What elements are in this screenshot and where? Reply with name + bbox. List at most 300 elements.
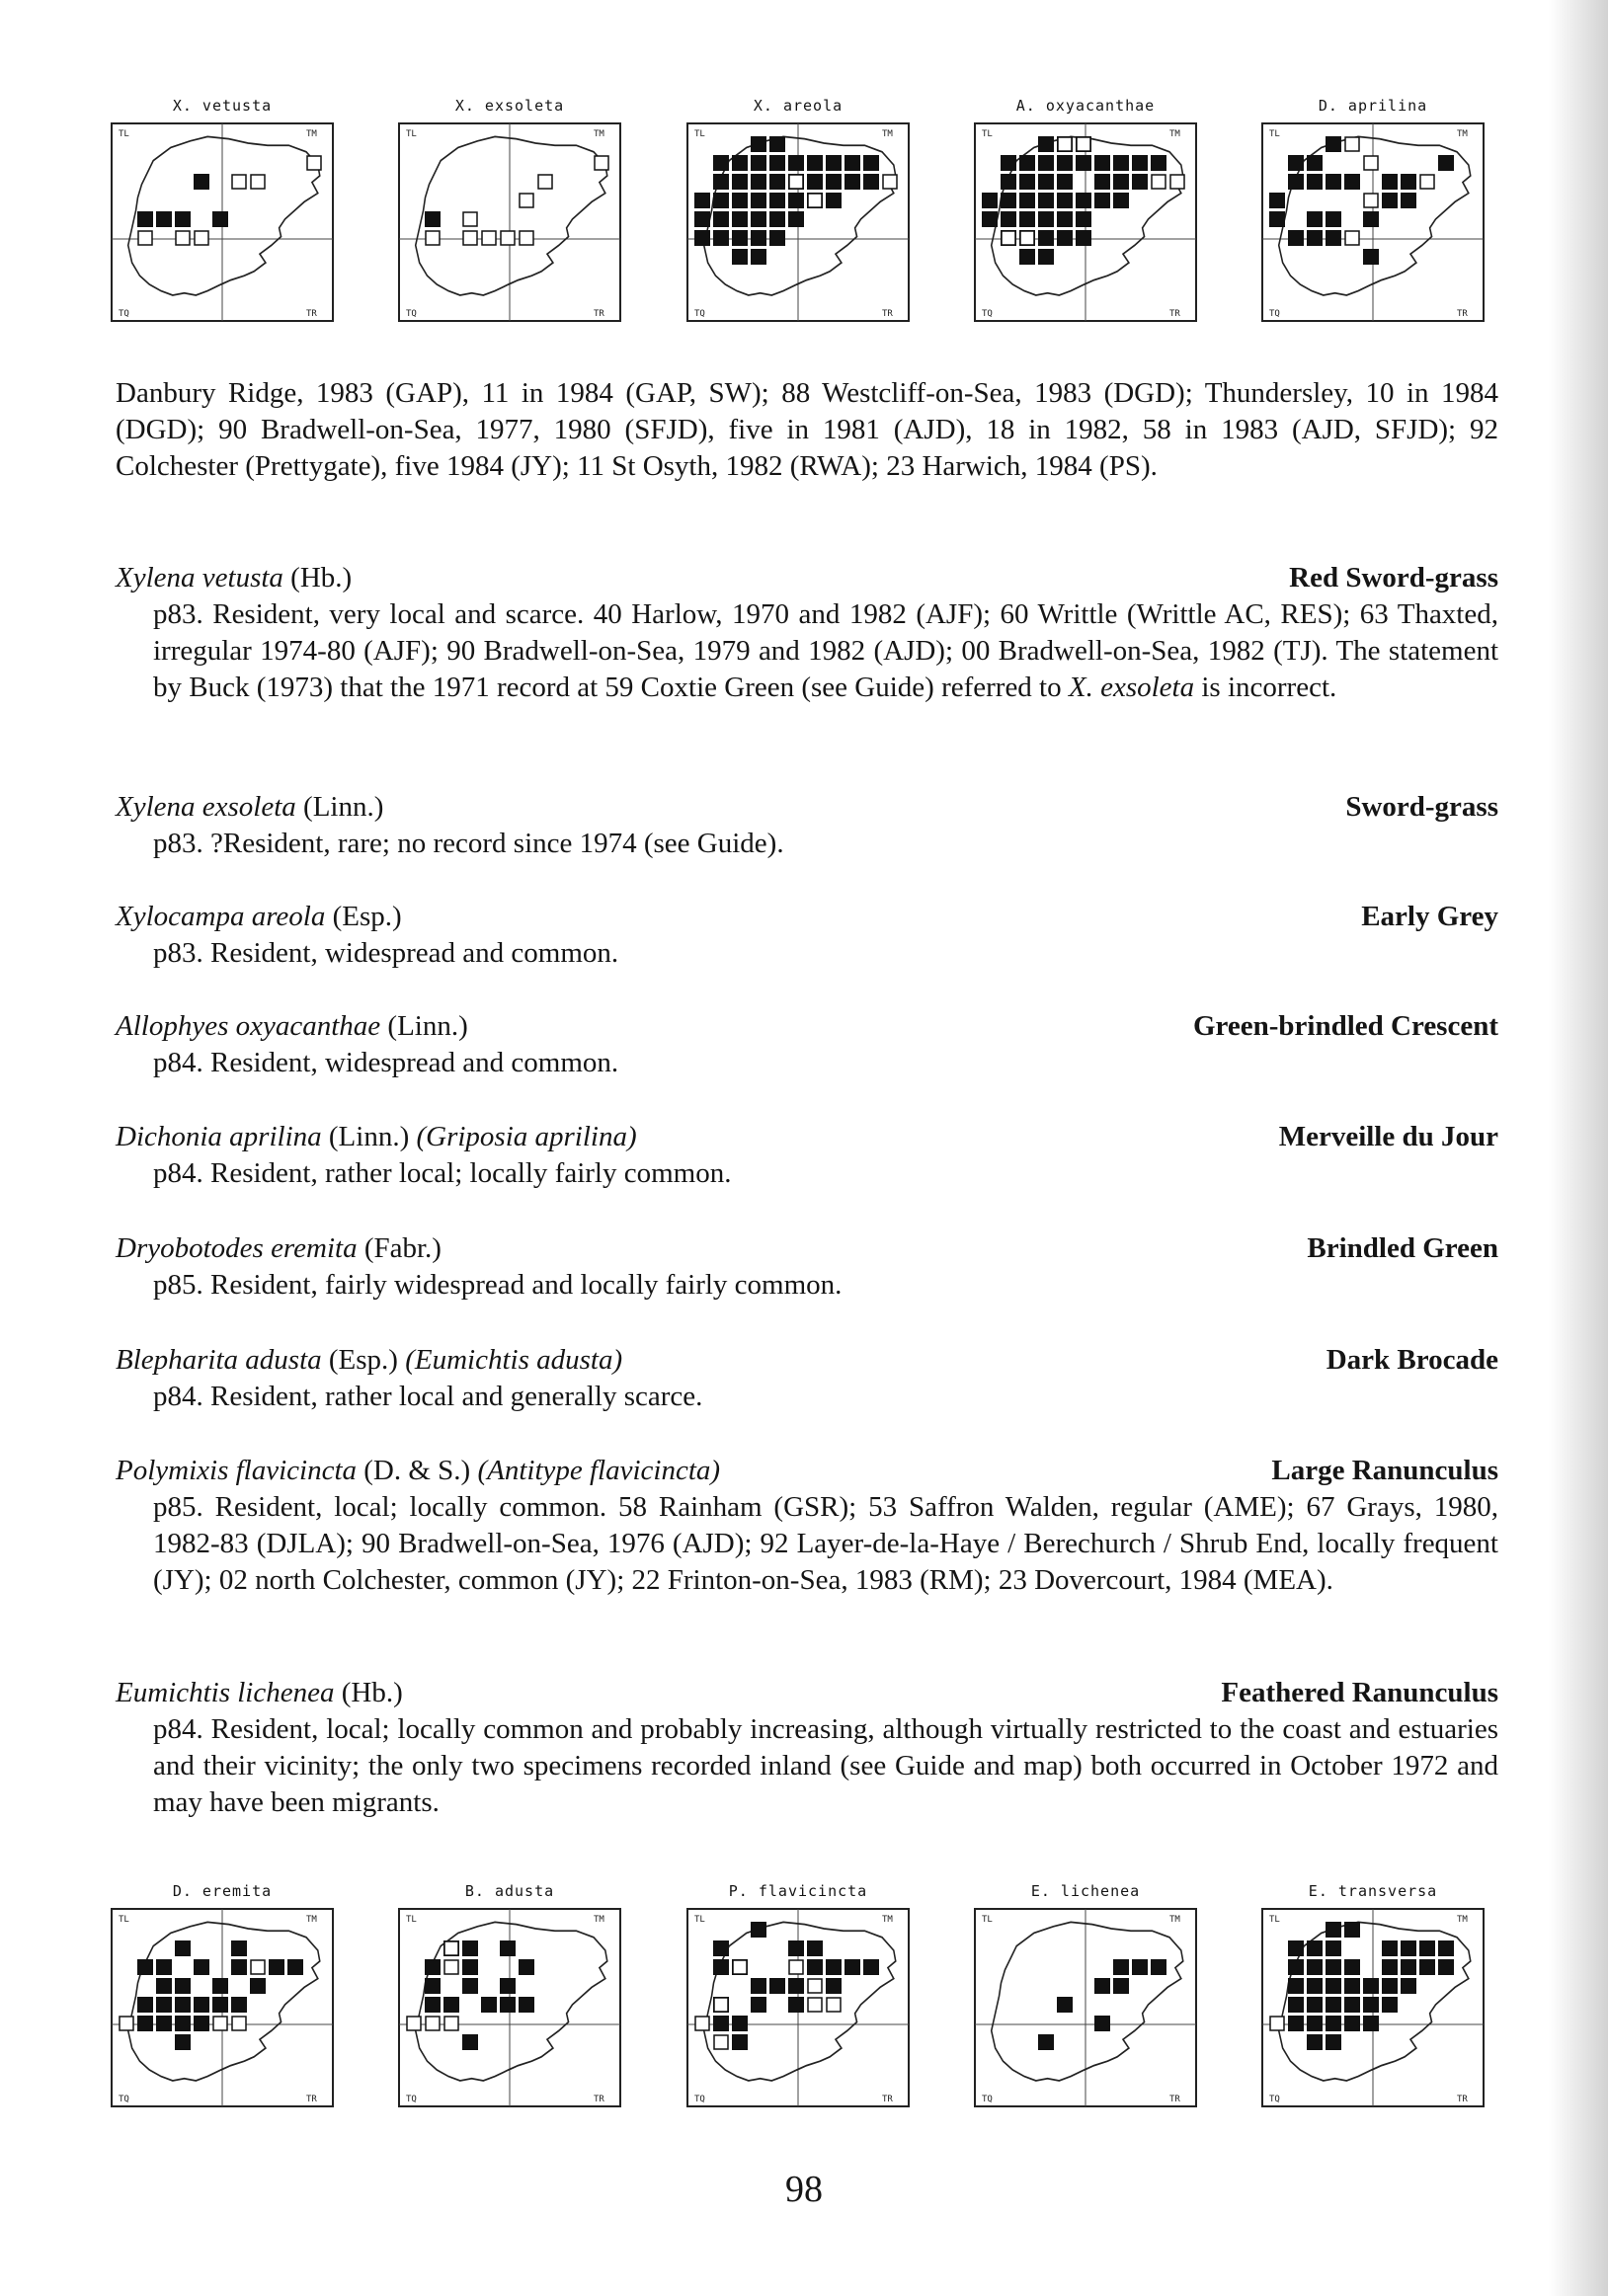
distribution-map bbox=[974, 97, 1197, 324]
record-square-filled bbox=[1307, 230, 1323, 246]
record-square-filled bbox=[1076, 211, 1091, 227]
map-corner-label: TL bbox=[1269, 1915, 1280, 1925]
record-square-filled bbox=[1113, 155, 1129, 171]
entry-heading bbox=[116, 1008, 1498, 1045]
common-name: Merveille du Jour bbox=[1278, 1121, 1498, 1152]
species-entry bbox=[116, 1008, 1498, 1081]
distribution-maps-bottom bbox=[111, 1882, 1501, 2109]
record-square-filled bbox=[1307, 174, 1323, 190]
scientific-name: Xylena vetusta bbox=[116, 562, 283, 594]
record-square-open bbox=[444, 2017, 458, 2030]
map-corner-label: TQ bbox=[694, 309, 705, 319]
record-square-open bbox=[520, 231, 533, 245]
record-square-open bbox=[1002, 231, 1015, 245]
continued-records-paragraph bbox=[116, 375, 1498, 485]
record-square-filled bbox=[269, 1959, 284, 1975]
record-square-filled bbox=[751, 1997, 766, 2013]
record-square-filled bbox=[1288, 155, 1304, 171]
distribution-map bbox=[398, 97, 621, 324]
map-title: D. eremita bbox=[172, 1882, 273, 1900]
record-square-filled bbox=[732, 174, 748, 190]
author-citation: (Hb.) bbox=[334, 1677, 403, 1708]
record-square-open bbox=[463, 212, 477, 226]
map-corner-label: TL bbox=[406, 129, 417, 139]
record-square-filled bbox=[1094, 155, 1110, 171]
record-square-open bbox=[213, 2017, 227, 2030]
distribution-map bbox=[1261, 97, 1485, 324]
author-citation: (Hb.) bbox=[282, 562, 353, 594]
record-square-filled bbox=[1113, 174, 1129, 190]
record-square-filled bbox=[1344, 1922, 1360, 1938]
record-square-filled bbox=[1382, 1940, 1398, 1956]
record-square-open bbox=[1058, 137, 1072, 151]
map-corner-label: TM bbox=[1457, 129, 1468, 139]
distribution-map bbox=[974, 1882, 1197, 2109]
entry-text: p85. Resident, fairly widespread and locally fairly common. bbox=[153, 1269, 843, 1301]
record-square-open bbox=[520, 194, 533, 207]
map-graphic bbox=[1261, 122, 1485, 322]
record-square-open bbox=[426, 231, 440, 245]
record-square-filled bbox=[1344, 174, 1360, 190]
map-graphic bbox=[398, 1908, 621, 2107]
entry-text: p84. Resident, rather local; locally fairly common. bbox=[153, 1157, 732, 1189]
record-square-filled bbox=[156, 1978, 172, 1994]
record-square-filled bbox=[713, 193, 729, 208]
record-square-filled bbox=[751, 136, 766, 152]
record-square-filled bbox=[1269, 193, 1285, 208]
record-square-open bbox=[482, 231, 496, 245]
record-square-filled bbox=[713, 1959, 729, 1975]
record-square-open bbox=[1364, 156, 1378, 170]
record-square-filled bbox=[732, 193, 748, 208]
record-square-open bbox=[501, 231, 515, 245]
map-corner-label: TM bbox=[882, 129, 893, 139]
map-corner-label: TQ bbox=[694, 2095, 705, 2104]
record-square-filled bbox=[1076, 155, 1091, 171]
map-corner-label: TQ bbox=[982, 309, 993, 319]
distribution-map bbox=[686, 1882, 910, 2109]
entry-heading bbox=[116, 1119, 1498, 1155]
record-square-filled bbox=[751, 1978, 766, 1994]
entry-text: p83. ?Resident, rare; no record since 1974 (see Guide). bbox=[153, 828, 784, 859]
map-corner-label: TL bbox=[694, 129, 705, 139]
map-corner-label: TM bbox=[882, 1915, 893, 1925]
record-square-open bbox=[307, 156, 321, 170]
record-square-open bbox=[176, 231, 190, 245]
map-graphic bbox=[111, 1908, 334, 2107]
record-square-open bbox=[714, 1998, 728, 2012]
species-entry bbox=[116, 1342, 1498, 1415]
distribution-map bbox=[686, 97, 910, 324]
record-square-filled bbox=[1132, 155, 1148, 171]
record-square-filled bbox=[1038, 193, 1054, 208]
map-corner-label: TQ bbox=[406, 2095, 417, 2104]
record-square-filled bbox=[212, 211, 228, 227]
record-square-filled bbox=[1307, 155, 1323, 171]
record-square-filled bbox=[137, 2016, 153, 2031]
entry-heading bbox=[116, 1342, 1498, 1379]
common-name: Feathered Ranunculus bbox=[1221, 1677, 1498, 1708]
record-square-filled bbox=[1401, 174, 1416, 190]
map-corner-label: TQ bbox=[1269, 309, 1280, 319]
record-square-filled bbox=[1019, 249, 1035, 265]
record-square-filled bbox=[1113, 1959, 1129, 1975]
entry-text-tail: is incorrect. bbox=[1194, 672, 1337, 703]
common-name: Brindled Green bbox=[1307, 1232, 1498, 1264]
record-square-open bbox=[808, 194, 822, 207]
author-citation: (Esp.) bbox=[321, 1344, 406, 1376]
record-square-filled bbox=[769, 211, 785, 227]
record-square-open bbox=[232, 175, 246, 189]
record-square-open bbox=[789, 175, 803, 189]
record-square-filled bbox=[1307, 2034, 1323, 2050]
record-square-filled bbox=[194, 1959, 209, 1975]
author-citation: (Linn.) bbox=[321, 1121, 417, 1152]
map-graphic bbox=[974, 122, 1197, 322]
entry-text: p83. Resident, widespread and common. bbox=[153, 937, 619, 969]
map-corner-label: TM bbox=[594, 129, 604, 139]
map-corner-label: TM bbox=[1169, 129, 1180, 139]
map-graphic bbox=[974, 1908, 1197, 2107]
author-citation: (Esp.) bbox=[325, 901, 402, 932]
record-square-filled bbox=[826, 155, 842, 171]
record-square-filled bbox=[462, 1978, 478, 1994]
common-name: Red Sword-grass bbox=[1289, 562, 1498, 594]
record-square-filled bbox=[443, 1997, 459, 2013]
entry-heading bbox=[116, 560, 1498, 596]
record-square-open bbox=[1345, 137, 1359, 151]
scientific-name: Xylocampa areola bbox=[116, 901, 326, 932]
record-square-filled bbox=[1094, 174, 1110, 190]
species-entry bbox=[116, 899, 1498, 972]
record-square-filled bbox=[231, 1940, 247, 1956]
record-square-filled bbox=[788, 1997, 804, 2013]
record-square-filled bbox=[175, 1997, 191, 2013]
record-square-open bbox=[1364, 194, 1378, 207]
record-square-filled bbox=[462, 1959, 478, 1975]
record-square-filled bbox=[1419, 1940, 1435, 1956]
record-square-filled bbox=[713, 2016, 729, 2031]
map-corner-label: TR bbox=[1169, 309, 1180, 319]
record-square-filled bbox=[769, 193, 785, 208]
record-square-filled bbox=[1438, 1940, 1454, 1956]
record-square-filled bbox=[1363, 211, 1379, 227]
record-square-filled bbox=[194, 174, 209, 190]
record-square-filled bbox=[1419, 1959, 1435, 1975]
record-square-filled bbox=[1019, 211, 1035, 227]
author-citation: (Linn.) bbox=[380, 1010, 468, 1042]
map-corner-label: TM bbox=[306, 129, 317, 139]
record-square-open bbox=[695, 2017, 709, 2030]
map-corner-label: TQ bbox=[406, 309, 417, 319]
record-square-filled bbox=[1132, 1959, 1148, 1975]
record-square-filled bbox=[194, 2016, 209, 2031]
record-square-filled bbox=[1307, 1940, 1323, 1956]
record-square-filled bbox=[1326, 211, 1341, 227]
record-square-filled bbox=[751, 174, 766, 190]
record-square-filled bbox=[519, 1997, 534, 2013]
record-square-filled bbox=[156, 1997, 172, 2013]
species-entry bbox=[116, 1230, 1498, 1304]
record-square-filled bbox=[751, 249, 766, 265]
record-square-filled bbox=[481, 1997, 497, 2013]
record-square-filled bbox=[137, 1959, 153, 1975]
record-square-filled bbox=[1382, 1978, 1398, 1994]
record-square-filled bbox=[425, 1959, 441, 1975]
record-square-filled bbox=[1057, 174, 1073, 190]
scientific-name: Allophyes oxyacanthae bbox=[116, 1010, 381, 1042]
record-square-filled bbox=[1038, 249, 1054, 265]
synonym: (Griposia aprilina) bbox=[416, 1121, 637, 1152]
map-corner-label: TM bbox=[1457, 1915, 1468, 1925]
distribution-map bbox=[1261, 1882, 1485, 2109]
record-square-filled bbox=[713, 174, 729, 190]
map-graphic bbox=[398, 122, 621, 322]
record-square-filled bbox=[1326, 136, 1341, 152]
map-corner-label: TR bbox=[1457, 2095, 1468, 2104]
record-square-open bbox=[195, 231, 208, 245]
record-square-filled bbox=[1344, 1959, 1360, 1975]
map-corner-label: TR bbox=[1457, 309, 1468, 319]
scientific-name: Polymixis flavicincta bbox=[116, 1455, 358, 1486]
species-entry bbox=[116, 1119, 1498, 1192]
scientific-name: Xylena exsoleta bbox=[116, 791, 296, 823]
scientific-name: Eumichtis lichenea bbox=[116, 1677, 335, 1708]
record-square-filled bbox=[1382, 174, 1398, 190]
record-square-filled bbox=[1001, 174, 1016, 190]
record-square-filled bbox=[751, 211, 766, 227]
record-square-filled bbox=[732, 249, 748, 265]
entry-text: p84. Resident, local; locally common and probably increasing, although virtually restricted to the coast and estuaries and their vicinity; the only two specimens recorded inland (see Guide and map) both occurred in October 1972 and may have been migrants. bbox=[153, 1713, 1498, 1818]
map-title: E. lichenea bbox=[1030, 1882, 1141, 1900]
record-square-open bbox=[808, 1979, 822, 1993]
record-square-filled bbox=[1307, 211, 1323, 227]
entry-text: p84. Resident, widespread and common. bbox=[153, 1047, 619, 1078]
record-square-filled bbox=[844, 174, 860, 190]
record-square-filled bbox=[826, 174, 842, 190]
record-square-open bbox=[444, 1960, 458, 1974]
record-square-filled bbox=[769, 174, 785, 190]
entry-text: p85. Resident, local; locally common. 58 Rainham (GSR); 53 Saffron Walden, regular (AME); 67 Grays, 1980, 1982-83 (DJLA); 90 Bradwell-on-Sea, 1976 (AJD); 92 Layer-de-la-Haye / Berechurch / Shrub End, locally frequent (JY); 02 north Colchester, common (JY); 22 Frinton-on-Sea, 1983 (RM); 23 Dovercourt, 1984 (MEA). bbox=[153, 1491, 1498, 1596]
record-square-filled bbox=[231, 1997, 247, 2013]
distribution-map bbox=[398, 1882, 621, 2109]
record-square-open bbox=[883, 175, 897, 189]
record-square-filled bbox=[287, 1959, 303, 1975]
distribution-map bbox=[111, 97, 334, 324]
record-square-filled bbox=[1326, 174, 1341, 190]
record-square-filled bbox=[826, 1959, 842, 1975]
record-square-filled bbox=[982, 193, 998, 208]
record-square-filled bbox=[137, 211, 153, 227]
common-name: Sword-grass bbox=[1345, 791, 1498, 823]
record-square-open bbox=[1170, 175, 1184, 189]
record-square-filled bbox=[1038, 230, 1054, 246]
record-square-filled bbox=[1363, 249, 1379, 265]
record-square-filled bbox=[863, 174, 879, 190]
species-entry bbox=[116, 1675, 1498, 1821]
map-corner-label: TR bbox=[1169, 2095, 1180, 2104]
record-square-filled bbox=[751, 155, 766, 171]
map-corner-label: TR bbox=[306, 2095, 317, 2104]
record-square-filled bbox=[1288, 1959, 1304, 1975]
record-square-filled bbox=[1038, 155, 1054, 171]
distribution-maps-top bbox=[111, 97, 1501, 324]
record-square-filled bbox=[175, 1940, 191, 1956]
entry-text bbox=[116, 596, 1498, 706]
record-square-filled bbox=[788, 211, 804, 227]
record-square-filled bbox=[1057, 1997, 1073, 2013]
record-square-filled bbox=[1344, 1978, 1360, 1994]
record-square-open bbox=[120, 2017, 133, 2030]
record-square-filled bbox=[1288, 230, 1304, 246]
common-name: Large Ranunculus bbox=[1271, 1455, 1498, 1486]
map-title: P. flavicincta bbox=[728, 1882, 868, 1900]
record-square-open bbox=[827, 1998, 841, 2012]
record-square-filled bbox=[1326, 1997, 1341, 2013]
record-square-filled bbox=[1326, 230, 1341, 246]
record-square-filled bbox=[788, 1978, 804, 1994]
map-title: X. exsoleta bbox=[454, 97, 565, 115]
record-square-filled bbox=[1307, 1959, 1323, 1975]
map-graphic bbox=[111, 122, 334, 322]
record-square-filled bbox=[788, 155, 804, 171]
record-square-open bbox=[1077, 137, 1090, 151]
record-square-filled bbox=[1363, 1997, 1379, 2013]
record-square-filled bbox=[982, 211, 998, 227]
record-square-open bbox=[407, 2017, 421, 2030]
record-square-filled bbox=[826, 193, 842, 208]
record-square-filled bbox=[1094, 1978, 1110, 1994]
record-square-filled bbox=[1307, 1997, 1323, 2013]
map-corner-label: TL bbox=[982, 1915, 993, 1925]
record-square-filled bbox=[1363, 2016, 1379, 2031]
page-edge-shadow bbox=[1549, 0, 1608, 2296]
record-square-filled bbox=[1401, 1978, 1416, 1994]
entry-heading bbox=[116, 1453, 1498, 1489]
record-square-filled bbox=[807, 1959, 823, 1975]
record-square-filled bbox=[425, 211, 441, 227]
scientific-name: Dryobotodes eremita bbox=[116, 1232, 358, 1264]
record-square-filled bbox=[694, 193, 710, 208]
record-square-filled bbox=[1151, 1959, 1166, 1975]
record-square-filled bbox=[1132, 174, 1148, 190]
record-square-open bbox=[808, 1998, 822, 2012]
record-square-filled bbox=[156, 1959, 172, 1975]
record-square-filled bbox=[751, 193, 766, 208]
map-title: D. aprilina bbox=[1318, 97, 1428, 115]
map-corner-label: TQ bbox=[1269, 2095, 1280, 2104]
common-name: Green-brindled Crescent bbox=[1192, 1010, 1498, 1042]
record-square-filled bbox=[1113, 193, 1129, 208]
record-square-open bbox=[714, 2035, 728, 2049]
record-square-filled bbox=[137, 1997, 153, 2013]
record-square-filled bbox=[231, 1959, 247, 1975]
record-square-filled bbox=[156, 2016, 172, 2031]
map-graphic bbox=[1261, 1908, 1485, 2107]
record-square-filled bbox=[863, 155, 879, 171]
record-square-filled bbox=[1057, 155, 1073, 171]
record-square-filled bbox=[1019, 193, 1035, 208]
entry-heading bbox=[116, 789, 1498, 826]
record-square-filled bbox=[1288, 2016, 1304, 2031]
record-square-filled bbox=[751, 230, 766, 246]
record-square-open bbox=[789, 1960, 803, 1974]
paragraph-text: Danbury Ridge, 1983 (GAP), 11 in 1984 (GAP, SW); 88 Westcliff-on-Sea, 1983 (DGD); Thundersley, 10 in 1984 (DGD); 90 Bradwell-on-Sea, 1977, 1980 (SFJD), five in 1981 (AJD), 18 in 1982, 58 in 1983 (AJD, SFJD); 92 Colchester (Prettygate), five 1984 (JY); 11 St Osyth, 1982 (RWA); 23 Harwich, 1984 (PS). bbox=[116, 377, 1498, 482]
species-entry bbox=[116, 560, 1498, 706]
record-square-filled bbox=[713, 230, 729, 246]
record-square-filled bbox=[1269, 211, 1285, 227]
record-square-filled bbox=[156, 211, 172, 227]
record-square-filled bbox=[732, 230, 748, 246]
scientific-name: Blepharita adusta bbox=[116, 1344, 322, 1376]
record-square-filled bbox=[175, 211, 191, 227]
record-square-filled bbox=[826, 1978, 842, 1994]
record-square-filled bbox=[1363, 1978, 1379, 1994]
entry-heading bbox=[116, 899, 1498, 935]
author-citation: (Fabr.) bbox=[357, 1232, 442, 1264]
record-square-filled bbox=[1019, 155, 1035, 171]
record-square-open bbox=[1345, 231, 1359, 245]
record-square-filled bbox=[1288, 1978, 1304, 1994]
record-square-open bbox=[463, 231, 477, 245]
record-square-filled bbox=[1401, 193, 1416, 208]
record-square-filled bbox=[1038, 136, 1054, 152]
record-square-open bbox=[251, 175, 265, 189]
map-title: X. areola bbox=[753, 97, 844, 115]
record-square-filled bbox=[500, 1997, 516, 2013]
record-square-filled bbox=[1382, 1997, 1398, 2013]
record-square-filled bbox=[175, 1978, 191, 1994]
record-square-filled bbox=[1326, 2034, 1341, 2050]
record-square-open bbox=[733, 1960, 747, 1974]
record-square-filled bbox=[769, 136, 785, 152]
record-square-filled bbox=[1094, 2016, 1110, 2031]
record-square-filled bbox=[1382, 1959, 1398, 1975]
map-corner-label: TR bbox=[594, 2095, 604, 2104]
map-corner-label: TM bbox=[1169, 1915, 1180, 1925]
record-square-filled bbox=[175, 2034, 191, 2050]
record-square-filled bbox=[732, 2034, 748, 2050]
map-title: E. transversa bbox=[1308, 1882, 1438, 1900]
record-square-filled bbox=[462, 2034, 478, 2050]
synonym: (Antitype flavicincta) bbox=[477, 1455, 721, 1486]
record-square-filled bbox=[1001, 155, 1016, 171]
record-square-filled bbox=[1057, 193, 1073, 208]
entry-text-lead: p83. Resident, very local and scarce. 40 Harlow, 1970 and 1982 (AJF); 60 Writtle (Writtle AC, RES); 63 Thaxted, irregular 1974-80 (AJF); 90 Bradwell-on-Sea, 1979 and 1982 (AJD); 00 Bradwell-on-Sea, 1982 (TJ). The statement by Buck (1973) that the 1971 record at 59 Coxtie Green (see Guide) referred to bbox=[153, 598, 1498, 703]
map-corner-label: TQ bbox=[119, 309, 129, 319]
record-square-open bbox=[232, 2017, 246, 2030]
record-square-filled bbox=[194, 1997, 209, 2013]
map-corner-label: TL bbox=[406, 1915, 417, 1925]
record-square-filled bbox=[1076, 193, 1091, 208]
record-square-filled bbox=[1326, 1959, 1341, 1975]
map-graphic bbox=[686, 122, 910, 322]
record-square-filled bbox=[1076, 230, 1091, 246]
record-square-filled bbox=[1038, 174, 1054, 190]
entry-text-italic: X. exsoleta bbox=[1068, 672, 1195, 703]
record-square-filled bbox=[1307, 1978, 1323, 1994]
record-square-filled bbox=[807, 174, 823, 190]
record-square-filled bbox=[1001, 193, 1016, 208]
map-corner-label: TM bbox=[594, 1915, 604, 1925]
record-square-filled bbox=[425, 1978, 441, 1994]
record-square-open bbox=[538, 175, 552, 189]
map-corner-label: TL bbox=[119, 1915, 129, 1925]
record-square-filled bbox=[425, 1997, 441, 2013]
record-square-open bbox=[138, 231, 152, 245]
record-square-filled bbox=[462, 1940, 478, 1956]
record-square-filled bbox=[1057, 211, 1073, 227]
